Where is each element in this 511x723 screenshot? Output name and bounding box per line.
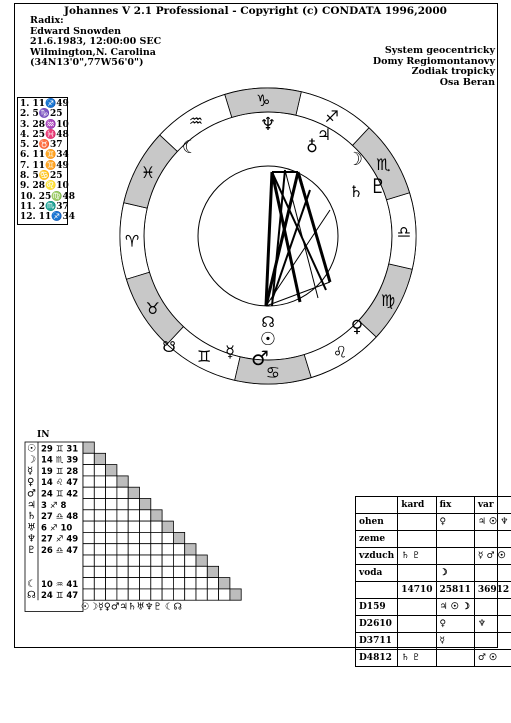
aspect-row-glyph-icon: ☽ [27, 454, 36, 466]
decanate-label: D3711 [356, 633, 398, 650]
aspect-row-glyph-icon: ♃ [27, 499, 36, 511]
element-label: ohen [356, 514, 398, 531]
aspect-cell [128, 555, 139, 566]
aspect-cell [162, 555, 173, 566]
zodiac-sign-icon: ♊ [196, 347, 212, 367]
aspect-cell [83, 465, 94, 476]
aspect-cell [185, 578, 196, 589]
aspect-cell [185, 589, 196, 600]
mercury-icon: ☿ [225, 342, 235, 361]
aspect-cell [128, 499, 139, 510]
aspect-cell [83, 476, 94, 487]
house-cusp: 2. 5♑25 [20, 109, 63, 120]
aspect-cell [106, 555, 117, 566]
element-cell [474, 565, 511, 582]
aspect-row-value: 19 ♊ 28 [41, 466, 79, 477]
mars-icon: ♂ [251, 346, 269, 370]
birth-date: 21.6.1983, 12:00:00 SEC [30, 36, 162, 47]
system-line: System geocentricky [384, 45, 495, 56]
element-cell [436, 531, 474, 548]
aspect-diagonal-cell [151, 510, 162, 521]
aspect-cell [128, 589, 139, 600]
house-cusp: 5. 2♉37 [20, 140, 63, 151]
person-name: Edward Snowden [30, 25, 122, 37]
element-label: voda [356, 565, 398, 582]
aspect-diagonal-cell [106, 465, 117, 476]
aspect-row-glyph-icon: ♅ [27, 522, 36, 534]
aspect-cell [151, 544, 162, 555]
element-row [356, 548, 511, 565]
element-row [356, 514, 511, 531]
aspect-cell [140, 510, 151, 521]
house-cusp: 3. 28♒10 [20, 119, 69, 130]
aspect-cell [94, 510, 105, 521]
zodiac-sign-icon: ♐ [324, 106, 340, 126]
aspect-cell [162, 532, 173, 543]
element-table [355, 496, 511, 667]
element-cell [436, 548, 474, 565]
house-cusp: 10. 25♍48 [20, 191, 76, 202]
zodiac-sign-icon: ♑ [256, 91, 271, 111]
element-cell [398, 531, 436, 548]
aspect-cell [128, 578, 139, 589]
aspect-row-value: 6 ♐ 10 [41, 523, 73, 534]
aspect-cell [94, 555, 105, 566]
aspect-cell [117, 532, 128, 543]
zodiac-sign-icon: ♋ [265, 362, 280, 382]
aspect-cell [173, 589, 184, 600]
zodiac-sign-icon: ♏ [376, 154, 391, 174]
aspect-cell [117, 521, 128, 532]
decanate-cell: ♆ [474, 616, 511, 633]
house-cusp: 9. 28♌10 [20, 181, 69, 192]
decanate-cell [474, 633, 511, 650]
aspect-cell [117, 510, 128, 521]
aspect-cell [117, 487, 128, 498]
decanate-cell: ♃ ☉ ☽ [436, 599, 474, 616]
zodiac-sign-icon: ♓ [140, 163, 156, 183]
decanate-cell: ♀ [436, 616, 474, 633]
aspect-cell [94, 487, 105, 498]
aspect-cell [173, 555, 184, 566]
aspect-cell [207, 578, 218, 589]
aspect-cell [196, 589, 207, 600]
aspect-cell [128, 566, 139, 577]
element-row [356, 565, 511, 582]
aspect-row-value: 26 ♎ 47 [41, 546, 79, 556]
aspect-cell [83, 566, 94, 577]
aspect-row-value: 24 ♊ 42 [41, 489, 79, 500]
aspect-row-glyph-icon: ☾ [27, 578, 36, 590]
decanate-label: D159 [356, 599, 398, 616]
aspect-cell [94, 499, 105, 510]
decanate-row [356, 633, 511, 650]
aspect-row-value: 29 ♊ 31 [41, 444, 79, 455]
aspect-row-glyph-icon: ♇ [27, 545, 36, 556]
aspect-cell [106, 566, 117, 577]
house-cusp: 8. 5♋25 [20, 171, 63, 182]
neptune-icon: ♆ [259, 114, 277, 135]
aspect-cell [94, 465, 105, 476]
aspect-row-value: 10 ♒ 41 [41, 579, 79, 590]
aspect-diagonal-cell [140, 499, 151, 510]
aspect-diagonal-cell [173, 532, 184, 543]
aspect-row-glyph-icon: ☿ [27, 465, 34, 477]
decanate-row [356, 616, 511, 633]
aspect-row-glyph-icon: ♆ [27, 533, 36, 545]
birth-place: Wilmington,N. Carolina [30, 46, 156, 58]
aspect-cell [140, 555, 151, 566]
decanate-cell: ♂ ☉ [474, 650, 511, 667]
aspect-cell [83, 487, 94, 498]
aspect-diagonal-cell [230, 589, 241, 600]
aspect-row-value: 14 ♏ 39 [41, 455, 79, 466]
aspect-diagonal-cell [117, 476, 128, 487]
aspect-row-value: 14 ♌ 47 [41, 478, 79, 489]
aspect-cell [117, 589, 128, 600]
element-header-row [356, 497, 511, 514]
element-label: vzduch [356, 548, 398, 565]
element-cell [474, 531, 511, 548]
aspect-cell [106, 589, 117, 600]
aspect-cell [83, 555, 94, 566]
quality-header: 14710 [398, 582, 436, 599]
aspect-cell [173, 544, 184, 555]
aspect-cell [140, 566, 151, 577]
saturn-icon: ♄ [348, 182, 364, 201]
app-title: Johannes V 2.1 Professional - Copyright (c) CONDATA 1996,2000 [64, 5, 447, 17]
aspect-cell [106, 510, 117, 521]
south-node-icon: ☋ [162, 338, 176, 356]
aspect-cell [207, 589, 218, 600]
decanate-cell: ♄ ♇ [398, 650, 436, 667]
aspect-cell [140, 532, 151, 543]
aspect-row-glyph-icon: ☉ [27, 443, 36, 455]
element-cell: ☽ [436, 565, 474, 582]
aspect-cell [151, 532, 162, 543]
element-cell [398, 565, 436, 582]
aspect-diagonal-cell [207, 566, 218, 577]
coordinates: (34N13'0",77W56'0") [30, 57, 144, 68]
aspect-cell [128, 532, 139, 543]
aspect-cell [83, 532, 94, 543]
house-cusp: 12. 11♐34 [20, 212, 76, 223]
aspect-diagonal-cell [94, 453, 105, 464]
decanate-cell [398, 633, 436, 650]
aspect-cell [106, 499, 117, 510]
house-cusp: 4. 25♓48 [20, 129, 69, 140]
aspect-cell [162, 589, 173, 600]
aspect-cell [117, 544, 128, 555]
aspect-diagonal-cell [83, 442, 94, 453]
decanate-cell [398, 616, 436, 633]
radix-label: Radix: [30, 15, 64, 26]
aspect-cell [106, 532, 117, 543]
aspect-cell [117, 578, 128, 589]
aspect-row-glyph-icon: ♀ [27, 477, 35, 489]
aspect-diagonal-cell [196, 555, 207, 566]
decanate-cell: ☿ [436, 633, 474, 650]
quality-header: 36912 [474, 582, 511, 599]
house-cusp: 6. 11♊34 [20, 150, 69, 161]
decanate-label: D4812 [356, 650, 398, 667]
pluto-icon: ♇ [369, 174, 387, 198]
zodiac-sign-icon: ♌ [332, 342, 348, 362]
aspect-grid-footer: ☉☽☿♀♂♃♄♅♆♇ ☾☊ [81, 601, 182, 613]
element-label: zeme [356, 531, 398, 548]
aspect-cell [151, 555, 162, 566]
element-cell [398, 514, 436, 531]
aspect-cell [117, 499, 128, 510]
zodiac-line: Zodiak tropicky [411, 66, 495, 77]
aspect-cell [151, 589, 162, 600]
aspect-cell [151, 521, 162, 532]
aspect-cell [83, 544, 94, 555]
aspect-cell [83, 510, 94, 521]
aspect-row-glyph-icon: ♄ [27, 511, 36, 523]
aspect-cell [117, 566, 128, 577]
aspect-cell [219, 589, 230, 600]
aspect-cell [106, 487, 117, 498]
element-cell: ♃ ☉ ♆ [474, 514, 511, 531]
decanate-row [356, 599, 511, 616]
decanate-row [356, 650, 511, 667]
house-cusp: 7. 11♊49 [20, 160, 69, 171]
quality-header-row [356, 582, 511, 599]
aspect-cell [106, 544, 117, 555]
element-cell: ☿ ♂ ☉ [474, 548, 511, 565]
aspect-cell [94, 589, 105, 600]
aspect-row-value: 3 ♐ 8 [41, 500, 67, 511]
aspect-cell [106, 521, 117, 532]
aspect-row-value: 27 ♐ 49 [41, 534, 79, 545]
aspect-cell [83, 589, 94, 600]
aspect-cell [128, 544, 139, 555]
aspect-row-glyph-icon: ♂ [27, 488, 36, 500]
earth-cross-icon: ♁ [306, 137, 318, 156]
aspect-cell [140, 578, 151, 589]
zodiac-sign-icon: ♒ [188, 111, 204, 131]
decanate-cell [398, 599, 436, 616]
aspect-cell [140, 544, 151, 555]
aspect-cell [162, 566, 173, 577]
house-cusp: 11. 2♏37 [20, 201, 69, 212]
aspect-cell [173, 578, 184, 589]
aspect-cell [140, 589, 151, 600]
element-cell: ♀ [436, 514, 474, 531]
aspect-cell [185, 555, 196, 566]
aspect-cell [173, 566, 184, 577]
aspect-cell [128, 510, 139, 521]
aspect-cell [151, 578, 162, 589]
aspect-cell [151, 566, 162, 577]
decanate-label: D2610 [356, 616, 398, 633]
aspect-cell [196, 566, 207, 577]
aspect-cell [83, 499, 94, 510]
kard-header: kard [398, 497, 436, 514]
aspect-cell [94, 476, 105, 487]
aspect-cell [162, 578, 173, 589]
aspect-cell [128, 521, 139, 532]
aspect-cell [94, 521, 105, 532]
aspect-cell [94, 578, 105, 589]
aspect-cell [196, 578, 207, 589]
aspect-cell [83, 453, 94, 464]
venus-icon: ♀ [350, 317, 364, 337]
decanate-cell [474, 599, 511, 616]
lilith-icon: ☾ [181, 137, 199, 158]
aspect-row-glyph-icon: ☊ [27, 590, 36, 602]
zodiac-sign-icon: ♍ [380, 290, 396, 310]
aspect-diagonal-cell [162, 521, 173, 532]
zodiac-sign-icon: ♈ [124, 231, 140, 251]
aspect-cell [162, 544, 173, 555]
aspect-diagonal-cell [219, 578, 230, 589]
house-cusp: 1. 11♐49 [20, 99, 69, 109]
aspect-cell [185, 566, 196, 577]
aspect-cell [106, 578, 117, 589]
aspect-cell [83, 578, 94, 589]
axis-line: Osa Beran [439, 76, 495, 88]
aspect-cell [117, 555, 128, 566]
aspect-cell [94, 566, 105, 577]
zodiac-sign-icon: ♎ [396, 222, 412, 242]
jupiter-icon: ♃ [316, 125, 332, 144]
sun-icon: ☉ [259, 329, 277, 350]
var-header: var [474, 497, 511, 514]
aspect-diagonal-cell [185, 544, 196, 555]
zodiac-sign-icon: ♉ [145, 299, 160, 319]
fix-header: fix [436, 497, 474, 514]
aspect-grid-header: IN [37, 430, 50, 440]
aspect-cell [94, 544, 105, 555]
aspect-cell [94, 532, 105, 543]
decanate-cell [436, 650, 474, 667]
aspect-row-value: 27 ♎ 48 [41, 512, 79, 523]
element-row [356, 531, 511, 548]
moon-icon: ☽ [346, 149, 364, 170]
aspect-row-value: 24 ♊ 47 [41, 591, 79, 602]
quality-header: 25811 [436, 582, 474, 599]
aspect-diagonal-cell [128, 487, 139, 498]
aspect-cell [83, 521, 94, 532]
node-icon: ☊ [261, 313, 275, 331]
houses-line: Domy Regiomontanovy [372, 55, 495, 67]
element-cell: ♄ ♇ [398, 548, 436, 565]
aspect-cell [140, 521, 151, 532]
aspect-cell [106, 476, 117, 487]
